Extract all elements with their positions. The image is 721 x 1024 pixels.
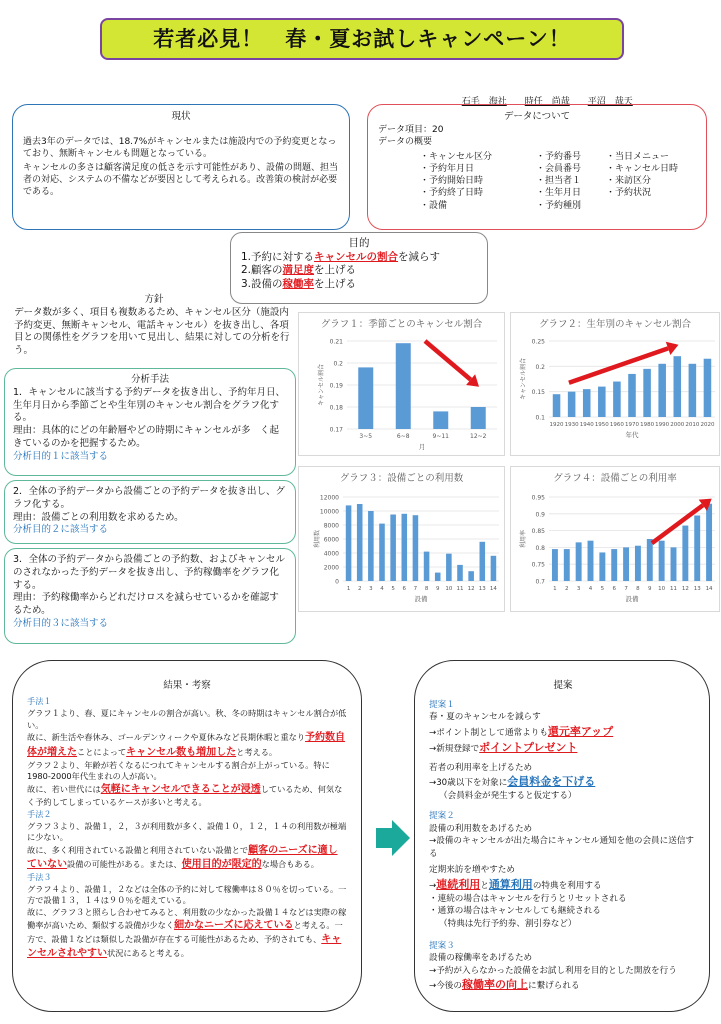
method-3: 3．全体の予約データから設備ごとの予約数、およびキャンセルのされなかった予約データを抜き出し、予約稼働率をグラフ化する。 [13, 554, 286, 591]
bar [564, 549, 570, 581]
x-tick-label: 2020 [700, 422, 715, 428]
x-axis-label: 設備 [625, 595, 639, 603]
mokuteki-heading: 目的 [348, 237, 370, 249]
data-item: ・生年月日 [536, 188, 582, 199]
y-tick-label: 2000 [323, 564, 339, 572]
right-arrow-icon [374, 818, 412, 858]
y-tick-label: 8000 [323, 522, 339, 530]
data-item: ・予約開始日時 [420, 176, 484, 187]
data-col-1 [420, 151, 492, 212]
bar [598, 387, 606, 417]
method-heading: 分析手法 [130, 374, 169, 385]
x-tick-label: 9~11 [432, 433, 449, 440]
proposal-2e: ・連続の場合はキャンセルを行うとリセットされる [429, 893, 627, 904]
data-item: ・キャンセル日時 [606, 164, 679, 175]
page-title: 若者必見！ 春・夏お試しキャンペーン！ [153, 26, 571, 51]
proposal-1c: →新規登録でポイントプレゼント [429, 740, 578, 754]
bar [446, 554, 452, 581]
x-tick-label: 10 [658, 586, 666, 592]
data-overview: データの概要 [378, 136, 433, 147]
y-tick-label: 4000 [323, 550, 339, 558]
chart-1-box [298, 312, 505, 456]
bar [694, 515, 700, 581]
y-tick-label: 6000 [323, 536, 339, 544]
x-tick-label: 5 [600, 586, 605, 592]
bar [358, 367, 373, 429]
x-axis-label: 月 [418, 443, 426, 451]
y-tick-label: 0.18 [329, 404, 343, 412]
x-tick-label: 8 [636, 586, 640, 592]
data-item: ・予約番号 [536, 152, 582, 162]
results-section-1: 手法１ [27, 696, 52, 707]
bar [368, 511, 374, 581]
x-tick-label: 1930 [564, 422, 579, 428]
results-r7: グラフ４より、設備１，２などは全体の予約に対して稼働率は８０％を切っている。一方で設備１３，１４は９０％を超えている。 [27, 883, 347, 906]
bar [588, 541, 594, 581]
x-tick-label: 1 [553, 586, 557, 592]
proposal-3c: →今後の稼働率の向上に繋げられる [429, 978, 580, 992]
method-2-reason: 理由：設備ごとの利用数を求めるため。 [13, 511, 184, 523]
x-tick-label: 5 [391, 586, 395, 592]
results-r3: グラフ２より、年齢が若くなるにつれてキャンセルする割合が上がっている。特に1980-2000年代生まれの人が高い。 [27, 759, 330, 782]
chart-3 [299, 467, 506, 613]
x-tick-label: 3 [576, 586, 581, 592]
author-2: 時任 尚哉 [524, 97, 570, 108]
y-axis-label: 利用率 [520, 529, 527, 549]
x-tick-label: 11 [456, 586, 464, 592]
proposal-1f: （会員料金が発生すると仮定する） [439, 790, 577, 801]
x-tick-label: 7 [624, 586, 628, 592]
method-3-reason: 理由：予約稼働率からどれだけロスを減らせているかを確認するため。 [13, 592, 279, 617]
results-r1: グラフ１より、春、夏にキャンセルの割合が高い。秋、冬の時期はキャンセル割合が低い。 [27, 708, 347, 730]
x-tick-label: 11 [670, 586, 677, 592]
proposal-2f: ・通算の場合はキャンセルしても継続される [429, 906, 601, 917]
bar [468, 571, 474, 581]
proposal-3b: →予約が入らなかった設備をお試し利用を目的とした開放を行う [429, 965, 677, 976]
method-1-target: 分析目的１に該当する [13, 450, 109, 462]
chart-4-box [510, 466, 720, 612]
data-item: ・来訪区分 [606, 176, 652, 187]
x-tick-label: 1940 [579, 422, 594, 428]
data-about-box [367, 104, 707, 230]
x-tick-label: 2010 [685, 422, 700, 428]
proposal-2a: 設備の利用数をあげるため [429, 823, 533, 834]
x-tick-label: 2000 [670, 422, 685, 428]
data-col-3 [606, 151, 678, 200]
bar [643, 369, 651, 417]
proposal-2-heading: 提案２ [429, 811, 455, 822]
x-axis-label: 設備 [414, 595, 428, 603]
bar [583, 389, 591, 417]
proposal-heading: 提案 [553, 680, 573, 691]
title-banner [100, 18, 624, 60]
proposal-3a: 設備の稼働率をあげるため [429, 953, 533, 964]
bar [346, 505, 352, 581]
y-tick-label: 12000 [319, 494, 339, 502]
x-tick-label: 8 [424, 586, 429, 592]
hoshin-heading: 方針 [144, 294, 164, 305]
x-axis-label: 年代 [625, 431, 639, 439]
trend-arrow-icon [569, 348, 668, 382]
trend-arrow-icon [425, 341, 471, 380]
bar [706, 504, 712, 581]
proposal-1a: 春・夏のキャンセルを減らす [429, 712, 541, 723]
bar [611, 549, 617, 581]
results-heading: 結果・考察 [163, 680, 211, 691]
x-tick-label: 1 [346, 586, 351, 592]
y-tick-label: 0.75 [531, 561, 545, 569]
x-tick-label: 9 [648, 586, 652, 592]
x-tick-label: 13 [693, 586, 701, 592]
author-1: 石毛 海社 [461, 97, 507, 108]
x-tick-label: 14 [705, 586, 713, 592]
proposal-1e: →30歳以下を対象に会員料金を下げる [429, 775, 596, 788]
bar [357, 504, 363, 581]
x-tick-label: 2 [357, 586, 362, 592]
y-axis-label: キャンセル割合 [520, 357, 527, 401]
y-axis-label: キャンセル割合 [318, 363, 325, 407]
bar [613, 382, 621, 417]
bar [674, 356, 682, 417]
data-item: ・設備 [420, 200, 448, 211]
data-item: ・当日メニュー [606, 152, 670, 162]
y-tick-label: 0.19 [329, 382, 343, 390]
bar [658, 364, 666, 417]
bar [552, 549, 558, 581]
bar [599, 552, 605, 581]
proposal-1d: 若者の利用率を上げるため [429, 762, 533, 773]
bar [491, 556, 497, 581]
proposal-1-heading: 提案１ [429, 699, 455, 710]
bar [433, 411, 448, 429]
bar [568, 392, 576, 417]
method-1-reason: 理由：具体的にどの年齢層やどの時期にキャンセルが多 く起きているのかを把握するため。 [13, 425, 280, 450]
genjo-box [12, 104, 350, 230]
chart-2-title: グラフ２：生年別のキャンセル割合 [538, 319, 691, 330]
data-col-2 [536, 151, 581, 212]
data-item: ・キャンセル区分 [420, 152, 493, 162]
method-2-target: 分析目的２に該当する [13, 524, 109, 536]
proposal-2b: →設備のキャンセルが出た場合にキャンセル通知を他の会員に送信する [429, 836, 695, 859]
x-tick-label: 4 [588, 586, 593, 592]
proposal-1b: →ポイント制として通常よりも還元率アップ [429, 724, 614, 738]
chart-4 [511, 467, 721, 613]
bar [647, 539, 653, 581]
y-tick-label: 0.2 [535, 363, 545, 371]
method-2: 2．全体の予約データから設備ごとの予約データを抜き出し、グラフ化する。 [13, 486, 286, 510]
bar [671, 547, 677, 581]
results-r8: 故に、グラフ３と照らし合わせてみると、利用数の少なかった設備１４などは実際の稼働率が高いため、類似する設備が少なく細かなニーズに応えていると考える。一方で、設備１などは類似した設備が存在する可能性があるため、予約されても、キャンセルされやすい状況にあると考える。 [27, 907, 347, 960]
results-r2: 故に、新生活や春休み、ゴールデンウィークや夏休みなど長期休暇と重なり予約数自体が増えたことによってキャンセル数も増加したと考える。 [27, 732, 346, 758]
bar [379, 524, 385, 581]
method-box-2 [4, 480, 296, 544]
proposal-2d: →連続利用と通算利用の特典を利用する [429, 877, 602, 891]
y-tick-label: 0.1 [535, 414, 545, 422]
method-3-target: 分析目的３に該当する [13, 618, 109, 630]
results-box [12, 660, 362, 1012]
chart-4-title: グラフ４：設備ごとの利用率 [553, 473, 677, 484]
bar [457, 565, 463, 581]
x-tick-label: 12~2 [470, 433, 487, 440]
bar [628, 374, 636, 417]
y-tick-label: 0.95 [531, 494, 545, 502]
bar [402, 514, 408, 581]
data-item: ・予約種別 [536, 200, 582, 211]
x-tick-label: 1960 [609, 422, 624, 428]
x-tick-label: 4 [380, 586, 384, 592]
method-1: 1．キャンセルに該当する予約データを抜き出し、予約年月日、生年月日から季節ごとや生年別のキャンセル割合をグラフ化する。 [13, 386, 286, 424]
method-box-1 [4, 368, 296, 476]
results-r4: 故に、若い世代には気軽にキャンセルできることが浸透しているため、何気なく予約してしまっているケースが多いと考える。 [27, 784, 343, 808]
x-tick-label: 2 [565, 586, 569, 592]
mokuteki-1: 1.予約に対するキャンセルの割合を減らす [241, 250, 441, 263]
author-3: 平沼 哉天 [587, 97, 633, 108]
data-item: ・予約年月日 [420, 164, 475, 175]
y-tick-label: 0.15 [531, 389, 545, 397]
proposal-2c: 定期来訪を増やすため [429, 865, 515, 876]
x-tick-label: 1980 [640, 422, 655, 428]
bar [396, 343, 411, 429]
y-tick-label: 0.17 [329, 426, 343, 434]
bar [471, 407, 486, 429]
chart-3-title: グラフ３：設備ごとの利用数 [339, 473, 464, 484]
hoshin-text: データ数が多く、項目も複数あるため、キャンセル区分（施設内予約変更、無断キャンセル、電話キャンセル）を抜き出し、各項目との関係性をグラフを用いて見出し、結果に対しての分析を行う。 [14, 306, 290, 357]
method-box-3 [4, 548, 296, 644]
x-tick-label: 6 [402, 586, 407, 592]
genjo-p1: 過去3年のデータでは、18.7%がキャンセルまたは施設内での予約変更となっており、無断キャンセルも問題となっている。 [23, 136, 337, 159]
results-r5: グラフ３より、設備１，２，３が利用数が多く、設備１０，１２，１４の利用数が極端に少ない。 [27, 820, 347, 843]
y-tick-label: 0.7 [535, 578, 545, 586]
data-count: データ項目：20 [378, 124, 444, 135]
x-tick-label: 12 [681, 586, 689, 592]
bar [659, 541, 665, 581]
bar [689, 364, 697, 417]
results-section-2: 手法２ [27, 808, 52, 819]
y-tick-label: 0.21 [329, 338, 343, 346]
results-section-3: 手法３ [27, 872, 52, 883]
hoshin-section [14, 294, 294, 358]
chart-1 [299, 313, 506, 457]
proposal-3-heading: 提案３ [429, 940, 455, 951]
x-tick-label: 3 [369, 586, 373, 592]
y-tick-label: 0.25 [531, 338, 545, 346]
mokuteki-2: 2.顧客の満足度を上げる [241, 264, 357, 277]
x-tick-label: 3~5 [359, 433, 373, 440]
x-tick-label: 1950 [594, 422, 609, 428]
chart-2 [511, 313, 721, 457]
x-tick-label: 1990 [655, 422, 670, 428]
proposal-2g: （特典は先行予約券、割引券など） [439, 918, 577, 929]
bar [553, 394, 561, 417]
y-tick-label: 0.9 [535, 511, 545, 519]
y-tick-label: 0.2 [333, 360, 343, 368]
bar [623, 547, 629, 581]
data-about-heading: データについて [503, 111, 571, 122]
bar [424, 552, 430, 581]
genjo-heading: 現状 [171, 111, 191, 122]
x-tick-label: 10 [445, 586, 453, 592]
y-tick-label: 10000 [319, 508, 339, 516]
data-item: ・担当者１ [536, 176, 582, 187]
bar [413, 515, 419, 581]
y-tick-label: 0.85 [531, 528, 545, 536]
y-tick-label: 0 [335, 578, 339, 586]
bar [635, 546, 641, 581]
bar [682, 526, 688, 581]
x-tick-label: 6 [612, 586, 616, 592]
x-tick-label: 7 [413, 586, 418, 592]
bar [390, 515, 396, 582]
results-r6: 故に、多く利用されている設備と利用されていない設備とで顧客のニーズに適していない設備の可能性がある。または、使用目的が限定的な場合もある。 [27, 844, 338, 870]
bar [704, 359, 712, 417]
y-tick-label: 0.8 [535, 544, 545, 552]
mokuteki-3: 3.設備の稼働率を上げる [241, 277, 357, 290]
bar [576, 542, 582, 581]
chart-3-box [298, 466, 505, 612]
proposal-box [414, 660, 710, 1012]
x-tick-label: 6~8 [396, 433, 410, 440]
y-axis-label: 利用数 [314, 529, 321, 549]
bar [480, 542, 486, 581]
bar [435, 573, 441, 581]
x-tick-label: 9 [435, 586, 440, 592]
data-item: ・予約終了日時 [420, 188, 484, 199]
chart-1-title: グラフ１：季節ごとのキャンセル割合 [320, 319, 483, 330]
data-item: ・会員番号 [536, 164, 582, 175]
x-tick-label: 1970 [625, 422, 639, 428]
x-tick-label: 1920 [549, 422, 564, 428]
x-tick-label: 13 [478, 586, 486, 592]
genjo-p2: キャンセルの多さは顧客満足度の低さを示す可能性があり、設備の問題、担当者の対応、システムの不備などが要因として考えられる。改善策の検討が必要である。 [23, 163, 339, 198]
data-item: ・予約状況 [606, 188, 652, 199]
x-tick-label: 12 [467, 586, 475, 592]
x-tick-label: 14 [489, 586, 497, 592]
chart-2-box [510, 312, 720, 456]
